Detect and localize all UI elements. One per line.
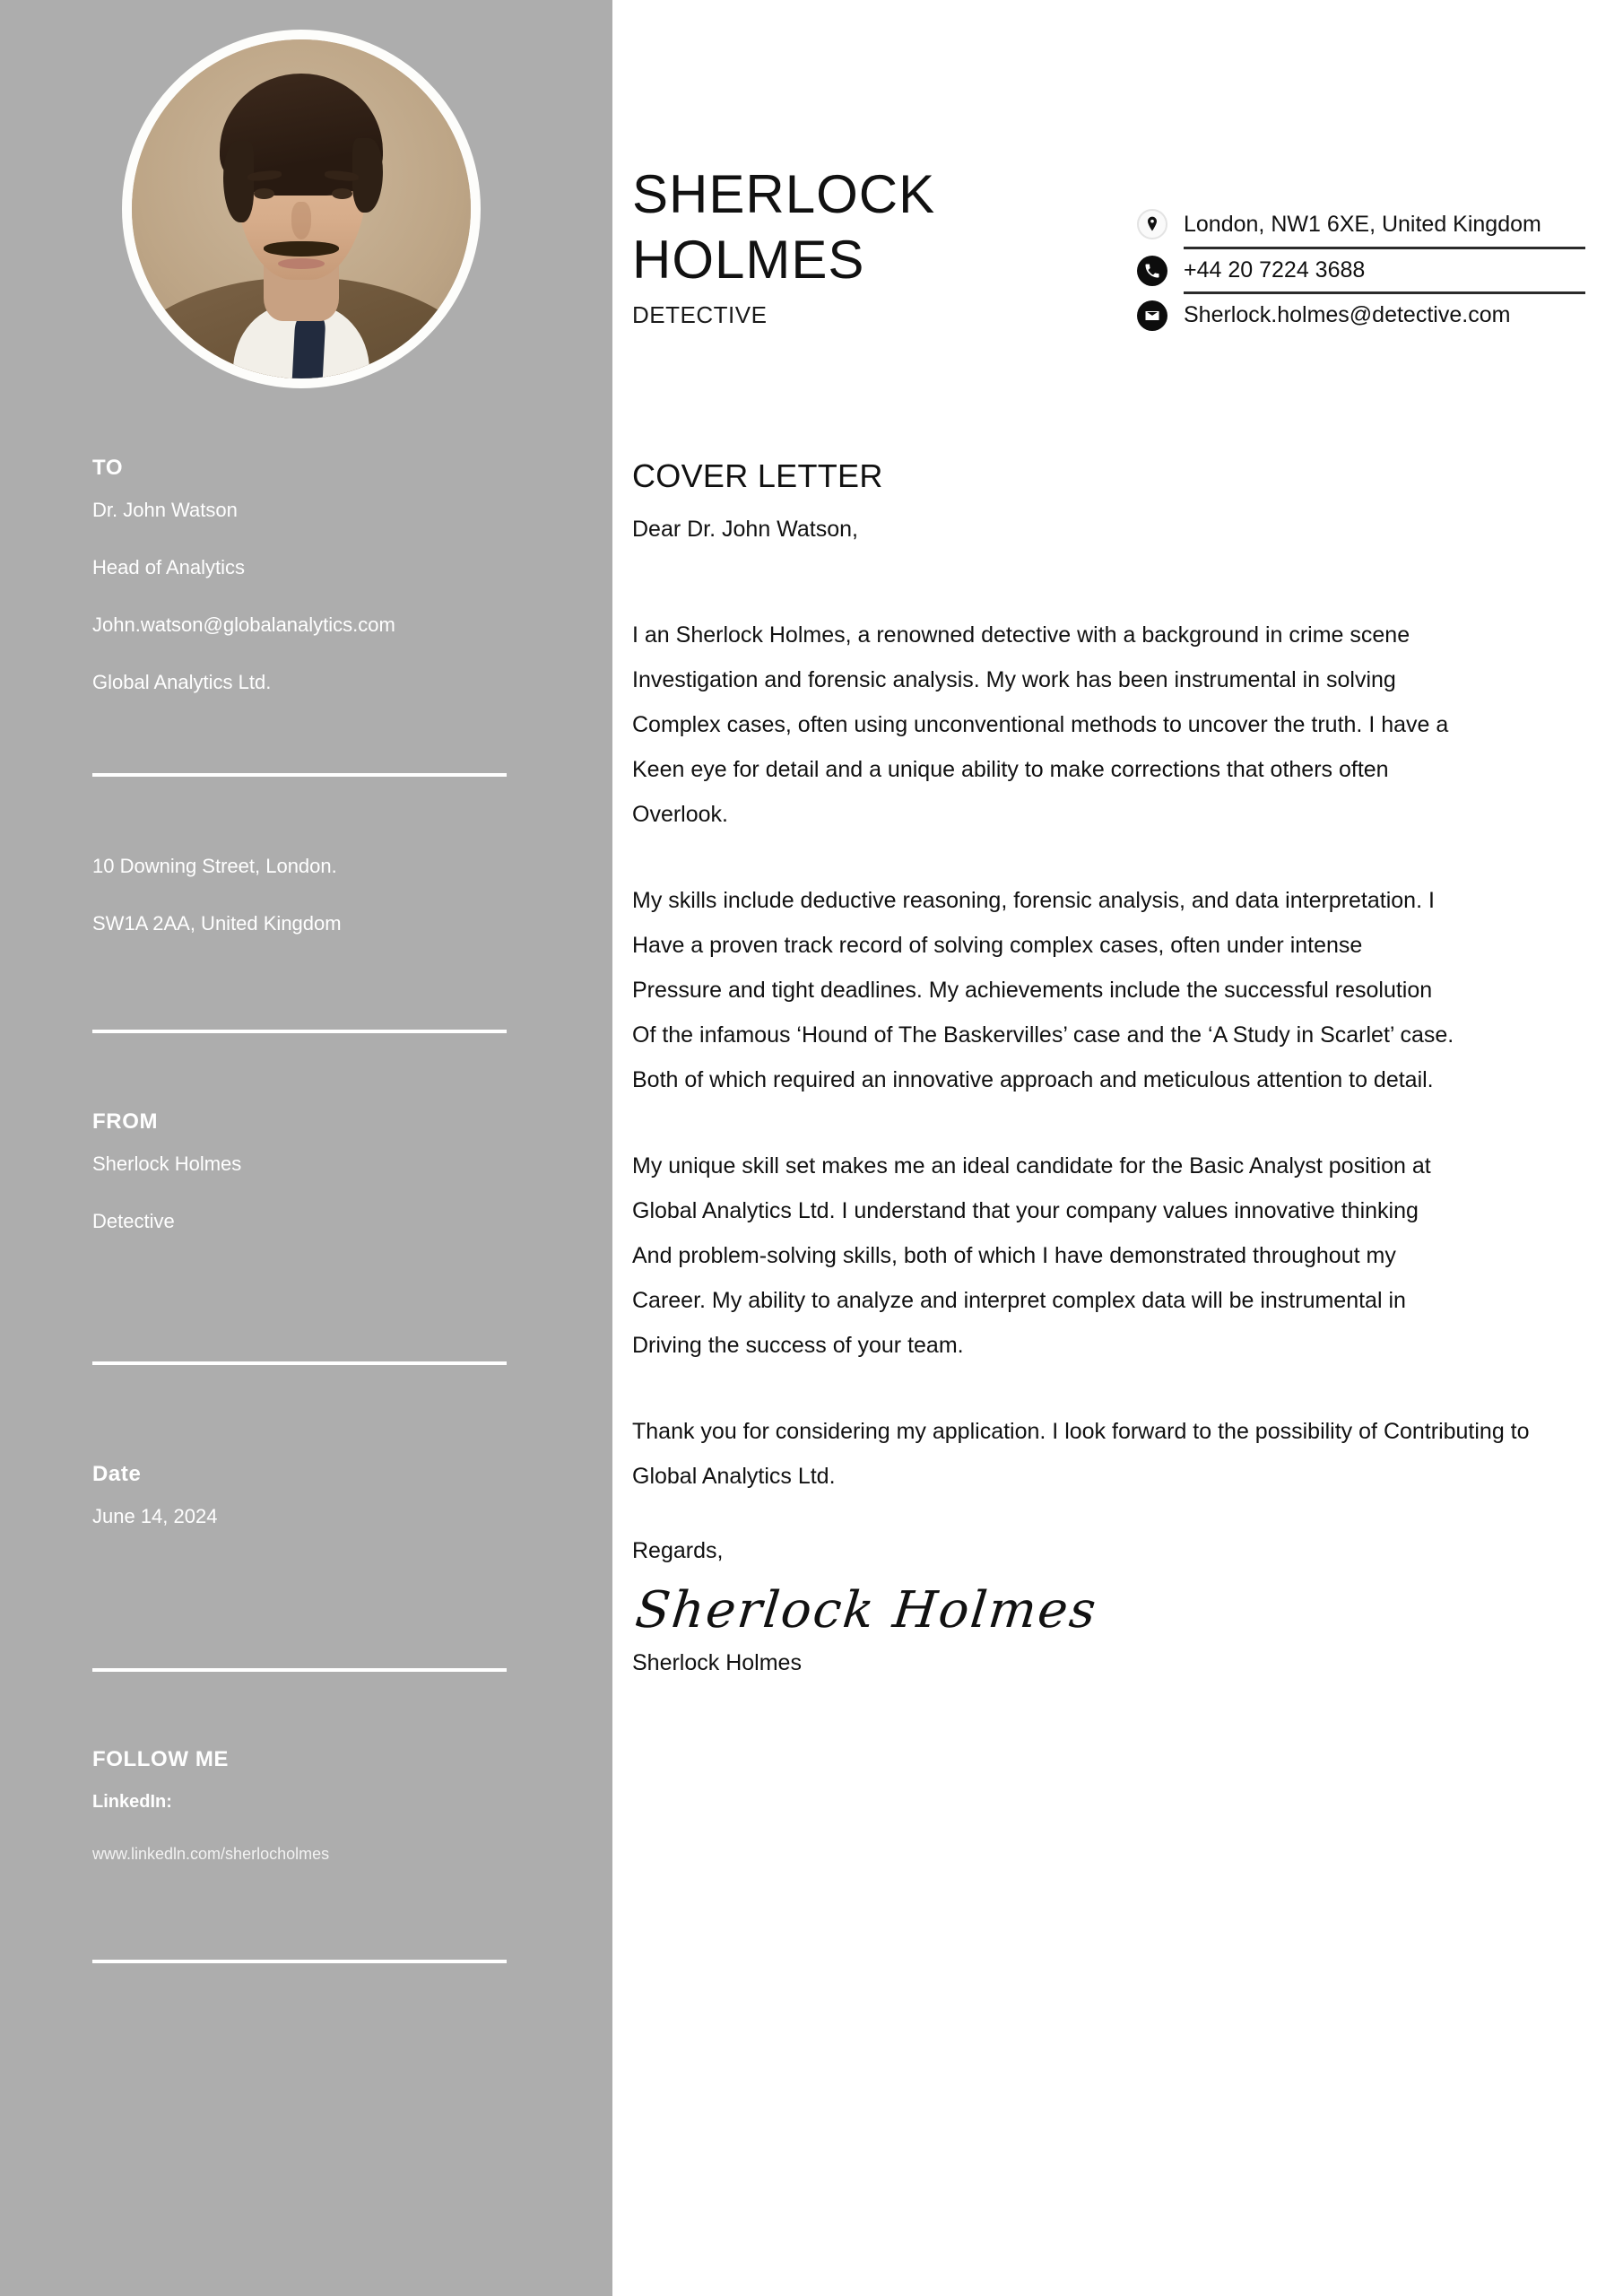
paragraph-4-line-2: Contributing to Global Analytics Ltd. <box>632 1419 1530 1489</box>
follow-heading: FOLLOW ME <box>92 1747 230 1771</box>
sender-section <box>92 1109 514 1231</box>
linkedin-label: LinkedIn: <box>92 1792 172 1812</box>
paragraph-3-line-4: Career. My ability to analyze and interpret complex data will be instrumental in <box>632 1288 1406 1313</box>
date-section <box>92 1462 514 1526</box>
sidebar <box>0 0 612 2296</box>
contact-email-text: Sherlock.holmes@detective.com <box>1184 302 1511 327</box>
paragraph-4-line-1: Thank you for considering my application. I look forward to the possibility of <box>632 1419 1377 1444</box>
name-block <box>632 161 1018 329</box>
paragraph-3-line-3: And problem-solving skills, both of which I have demonstrated throughout my <box>632 1243 1396 1268</box>
paragraph-3-line-5: Driving the success of your team. <box>632 1333 964 1358</box>
last-name: HOLMES <box>632 230 865 291</box>
portrait-sideburn-left <box>223 141 254 222</box>
paragraph-1-line-2: Investigation and forensic analysis. My work has been instrumental in solving <box>632 667 1396 692</box>
sidebar-divider-1 <box>92 773 507 777</box>
paragraph-2 <box>632 878 1565 1102</box>
sidebar-divider-2 <box>92 1030 507 1033</box>
letter-body <box>632 457 1565 1676</box>
paragraph-3-line-1: My unique skill set makes me an ideal candidate for the Basic Analyst position at <box>632 1153 1431 1178</box>
paragraph-1-line-3: Complex cases, often using unconventional methods to uncover the truth. I have a <box>632 712 1449 737</box>
address-line-1: 10 Downing Street, London. <box>92 855 337 877</box>
sidebar-divider-5 <box>92 1960 507 1963</box>
recipient-name: Dr. John Watson <box>92 499 238 521</box>
signature-script: Sherlock Holmes <box>632 1581 1100 1639</box>
paragraph-2-line-5: Both of which required an innovative approach and meticulous attention to detail. <box>632 1067 1434 1092</box>
date-value: June 14, 2024 <box>92 1505 218 1527</box>
sidebar-divider-3 <box>92 1361 507 1365</box>
sidebar-divider-4 <box>92 1668 507 1672</box>
contact-row-email[interactable] <box>1137 291 1585 336</box>
paragraph-4 <box>632 1409 1565 1499</box>
avatar-frame <box>122 30 481 388</box>
paragraph-1-line-5: Overlook. <box>632 802 728 827</box>
recipient-company: Global Analytics Ltd. <box>92 671 272 693</box>
portrait-nose <box>291 202 312 239</box>
paragraph-2-line-3: Pressure and tight deadlines. My achievements include the successful resolution <box>632 978 1433 1003</box>
location-pin-icon <box>1137 209 1167 239</box>
first-name: SHERLOCK <box>632 164 936 224</box>
portrait-tie <box>291 317 325 378</box>
avatar-photo <box>132 39 471 378</box>
paragraph-1-line-1: I an Sherlock Holmes, a renowned detective with a background in crime scene <box>632 622 1410 648</box>
portrait-moustache <box>264 241 338 257</box>
linkedin-url[interactable]: www.linkedln.com/sherlocholmes <box>92 1845 330 1863</box>
recipient-heading: TO <box>92 456 124 480</box>
sender-role: Detective <box>92 1210 175 1232</box>
contact-block <box>1137 202 1585 336</box>
paragraph-1-line-4: Keen eye for detail and a unique ability to make corrections that others often <box>632 757 1389 782</box>
recipient-address-section <box>92 857 514 934</box>
portrait-lips <box>278 258 325 269</box>
paragraph-2-line-4: Of the infamous ‘Hound of The Baskervilles’ case and the ‘A Study in Scarlet’ case. <box>632 1022 1454 1048</box>
recipient-role: Head of Analytics <box>92 556 245 578</box>
paragraph-2-line-1: My skills include deductive reasoning, forensic analysis, and data interpretation. I <box>632 888 1435 913</box>
paragraph-3 <box>632 1144 1565 1368</box>
address-line-2: SW1A 2AA, United Kingdom <box>92 912 342 935</box>
letter-page <box>612 0 1623 2296</box>
contact-phone-text: +44 20 7224 3688 <box>1184 257 1366 283</box>
envelope-icon <box>1137 300 1167 331</box>
letter-title: COVER LETTER <box>632 457 883 494</box>
contact-row-location[interactable] <box>1137 202 1585 247</box>
sender-name: Sherlock Holmes <box>92 1152 242 1175</box>
follow-section <box>92 1747 514 1864</box>
job-title: DETECTIVE <box>632 301 768 329</box>
date-heading: Date <box>92 1462 142 1486</box>
recipient-email: John.watson@globalanalytics.com <box>92 613 395 636</box>
signature-printed-name: Sherlock Holmes <box>632 1649 802 1675</box>
sender-heading: FROM <box>92 1109 159 1134</box>
phone-icon <box>1137 256 1167 286</box>
paragraph-2-line-2: Have a proven track record of solving complex cases, often under intense <box>632 933 1363 958</box>
recipient-section <box>92 456 514 692</box>
paragraph-3-line-2: Global Analytics Ltd. I understand that your company values innovative thinking <box>632 1198 1419 1223</box>
salutation: Dear Dr. John Watson, <box>632 517 858 542</box>
paragraph-1 <box>632 613 1565 837</box>
contact-location-text: London, NW1 6XE, United Kingdom <box>1184 211 1541 237</box>
contact-row-phone[interactable] <box>1137 247 1585 291</box>
regards-text: Regards, <box>632 1538 724 1563</box>
